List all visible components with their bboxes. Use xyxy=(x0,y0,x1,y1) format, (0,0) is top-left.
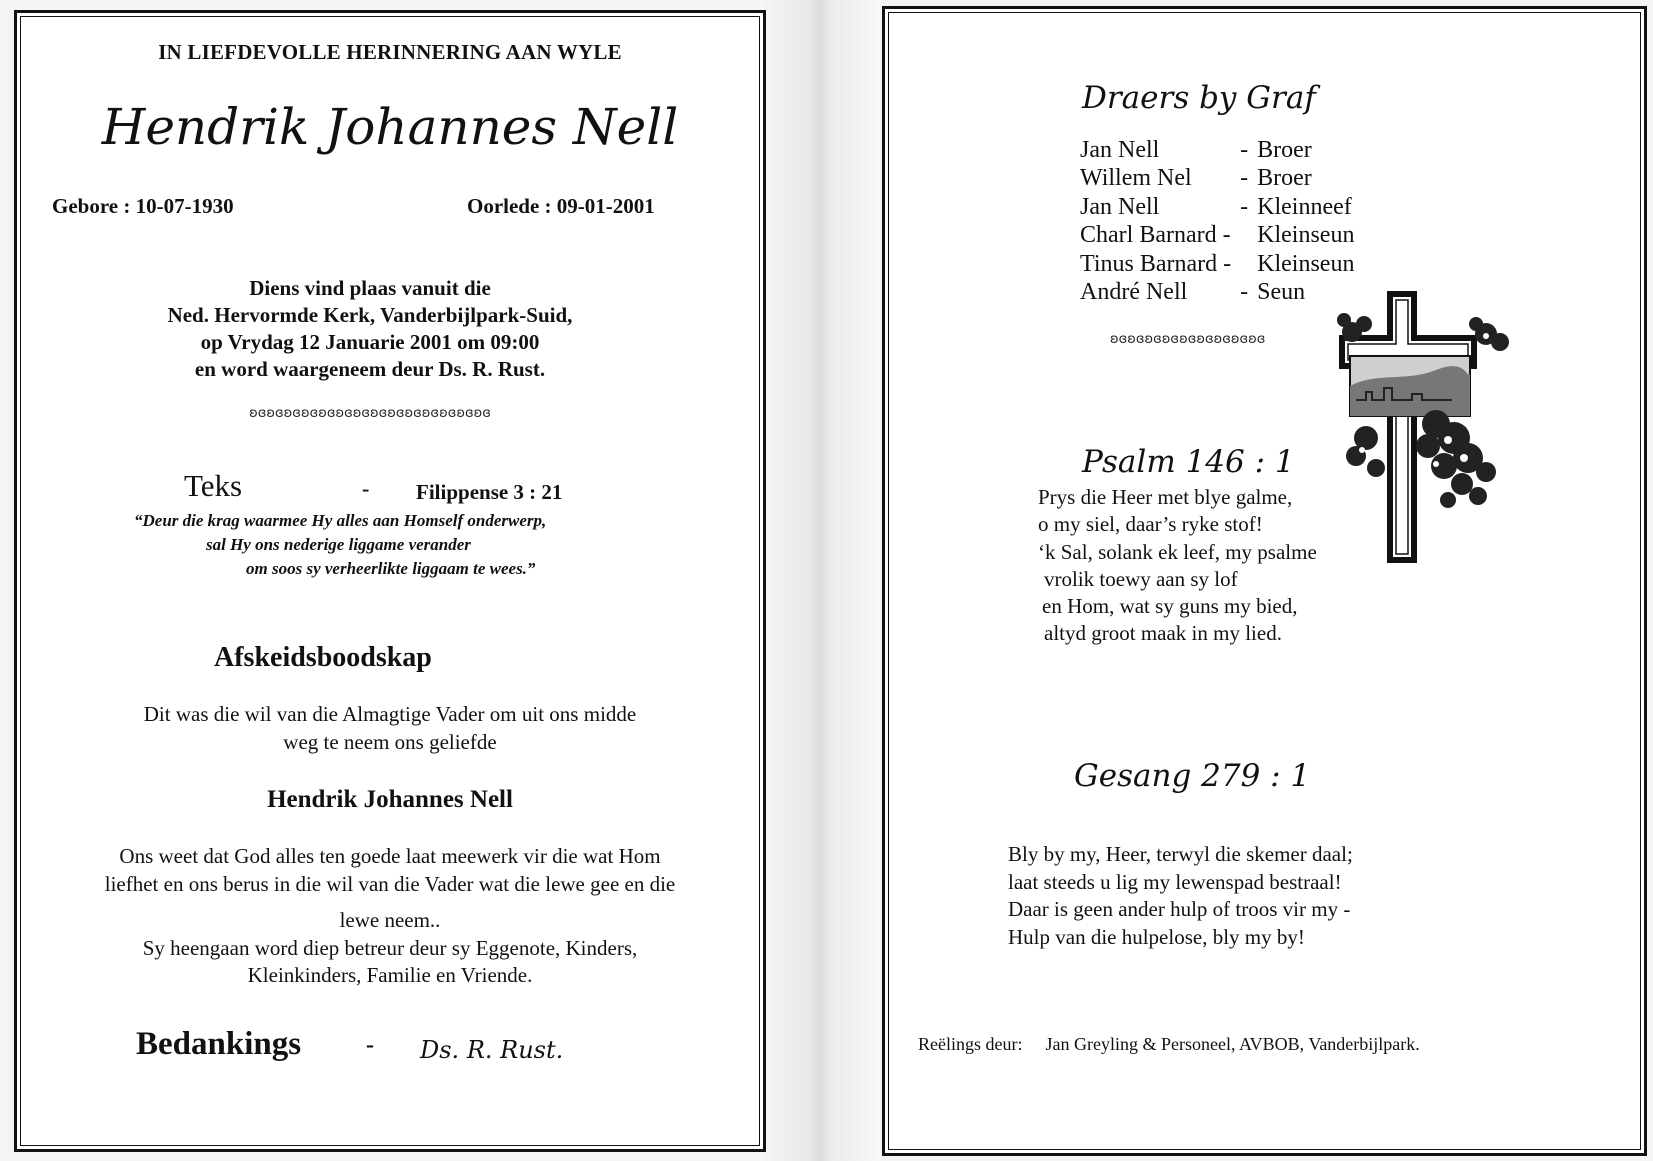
pallbearer-name: Tinus Barnard - xyxy=(1080,250,1232,277)
pallbearer-dash xyxy=(1231,250,1257,279)
scripture-heading: Teks xyxy=(184,468,243,503)
psalm-heading: Psalm 146 : 1 xyxy=(1082,444,1295,480)
pallbearer-name: Charl Barnard - xyxy=(1080,222,1231,249)
pallbearer-row xyxy=(1080,136,1354,165)
farewell-heading: Afskeidsboodskap xyxy=(214,642,432,673)
arrangements-value: Jan Greyling & Personeel, AVBOB, Vanderbijlpark. xyxy=(1045,1034,1420,1054)
psalm-line: vrolik toewy aan sy lof xyxy=(1044,566,1238,591)
farewell-text-line: lewe neem.. xyxy=(339,908,441,932)
farewell-text-line: Dit was die wil van die Almagtige Vader om uit ons midde xyxy=(143,702,637,726)
pallbearer-relation: Broer xyxy=(1257,136,1312,163)
pallbearer-dash: - xyxy=(1240,193,1249,220)
pallbearer-dash: - xyxy=(1240,279,1249,306)
page-gutter xyxy=(760,0,880,1161)
pallbearer-relation: Broer xyxy=(1257,165,1312,192)
pallbearer-row xyxy=(1080,222,1354,251)
scripture-reference: Filippense 3 : 21 xyxy=(416,480,563,504)
ornament-divider: ʚɞʚɞʚɞʚɞʚɞʚɞʚɞʚɞʚɞ xyxy=(1110,332,1266,347)
death-date: Oorlede : 09-01-2001 xyxy=(467,194,655,218)
scripture-verse-line: “Deur die krag waarmee Hy alles aan Homself onderwerp, xyxy=(134,511,547,530)
ornament-divider: ʚɞʚɞʚɞʚɞʚɞʚɞʚɞʚɞʚɞʚɞʚɞʚɞʚɞʚɞ xyxy=(249,406,491,421)
deceased-name: Hendrik Johannes Nell xyxy=(101,98,679,156)
pallbearer-name: Jan Nell xyxy=(1080,136,1160,163)
cross-icon xyxy=(1336,290,1528,568)
farewell-name: Hendrik Johannes Nell xyxy=(267,786,513,813)
memorial-header: IN LIEFDEVOLLE HERINNERING AAN WYLE xyxy=(158,40,622,64)
arrangements-label: Reëlings deur: xyxy=(918,1034,1023,1054)
pallbearer-dash: - xyxy=(1240,165,1249,192)
thanks-dash: - xyxy=(366,1032,374,1058)
hymn-line: Daar is geen ander hulp of troos vir my - xyxy=(1008,897,1351,921)
service-line: Ned. Hervormde Kerk, Vanderbijlpark-Suid, xyxy=(167,303,573,327)
left-page xyxy=(14,10,766,1152)
pallbearer-name: André Nell xyxy=(1080,279,1188,306)
psalm-line: Prys die Heer met blye galme, xyxy=(1038,485,1293,509)
service-line: en word waargeneem deur Ds. R. Rust. xyxy=(194,357,546,381)
thanks-heading: Bedankings xyxy=(136,1026,302,1062)
pallbearer-row xyxy=(1080,279,1354,308)
scripture-dash: - xyxy=(362,476,370,501)
hymn-text xyxy=(1008,841,1353,951)
pallbearer-name: Jan Nell xyxy=(1080,193,1160,220)
hymn-line: Hulp van die hulpelose, bly my by! xyxy=(1008,924,1305,949)
pallbearer-relation: Kleinseun xyxy=(1257,222,1355,249)
psalm-line: ‘k Sal, solank ek leef, my psalme xyxy=(1038,539,1317,564)
cross-with-flowers-image xyxy=(1336,290,1528,568)
psalm-line: o my siel, daar’s ryke stof! xyxy=(1038,512,1263,537)
pallbearer-relation: Kleinseun xyxy=(1257,250,1355,277)
pallbearer-row xyxy=(1080,250,1354,279)
farewell-text-line: Sy heengaan word diep betreur deur sy Eggenote, Kinders, xyxy=(142,936,638,960)
farewell-text-line: Ons weet dat God alles ten goede laat meewerk vir die wat Hom xyxy=(119,844,661,868)
hymn-heading: Gesang 279 : 1 xyxy=(1074,758,1311,794)
pallbearer-row xyxy=(1080,165,1354,194)
pallbearers-list xyxy=(1080,136,1354,307)
pallbearer-relation: Kleinneef xyxy=(1257,193,1352,220)
service-line: op Vrydag 12 Januarie 2001 om 09:00 xyxy=(200,330,540,354)
psalm-line: en Hom, wat sy guns my bied, xyxy=(1042,594,1298,619)
farewell-text-line: liefhet en ons berus in die wil van die Vader wat die lewe gee en die xyxy=(104,872,676,896)
thanks-by: Ds. R. Rust. xyxy=(420,1036,564,1064)
psalm-text xyxy=(1038,484,1317,648)
service-line: Diens vind plaas vanuit die xyxy=(249,276,491,300)
farewell-text-line: weg te neem ons geliefde xyxy=(283,730,497,754)
scripture-verse-line: om soos sy verheerlikte liggaam te wees.” xyxy=(246,559,536,578)
hymn-line: laat steeds u lig my lewenspad bestraal! xyxy=(1008,869,1342,894)
hymn-line: Bly by my, Heer, terwyl die skemer daal; xyxy=(1008,842,1353,866)
pallbearer-relation: Seun xyxy=(1257,279,1306,306)
pallbearer-dash xyxy=(1231,222,1257,251)
psalm-line: altyd groot maak in my lied. xyxy=(1044,621,1282,646)
right-page xyxy=(882,6,1647,1156)
pallbearer-dash: - xyxy=(1240,136,1249,163)
pallbearer-name: Willem Nel xyxy=(1080,165,1192,192)
pallbearers-heading: Draers by Graf xyxy=(1082,80,1316,116)
arrangements-footer xyxy=(918,1034,1420,1055)
farewell-text-line: Kleinkinders, Familie en Vriende. xyxy=(247,963,533,987)
scripture-verse-line: sal Hy ons nederige liggame verander xyxy=(206,535,471,554)
birth-date: Gebore : 10-07-1930 xyxy=(52,194,234,218)
pallbearer-row xyxy=(1080,193,1354,222)
